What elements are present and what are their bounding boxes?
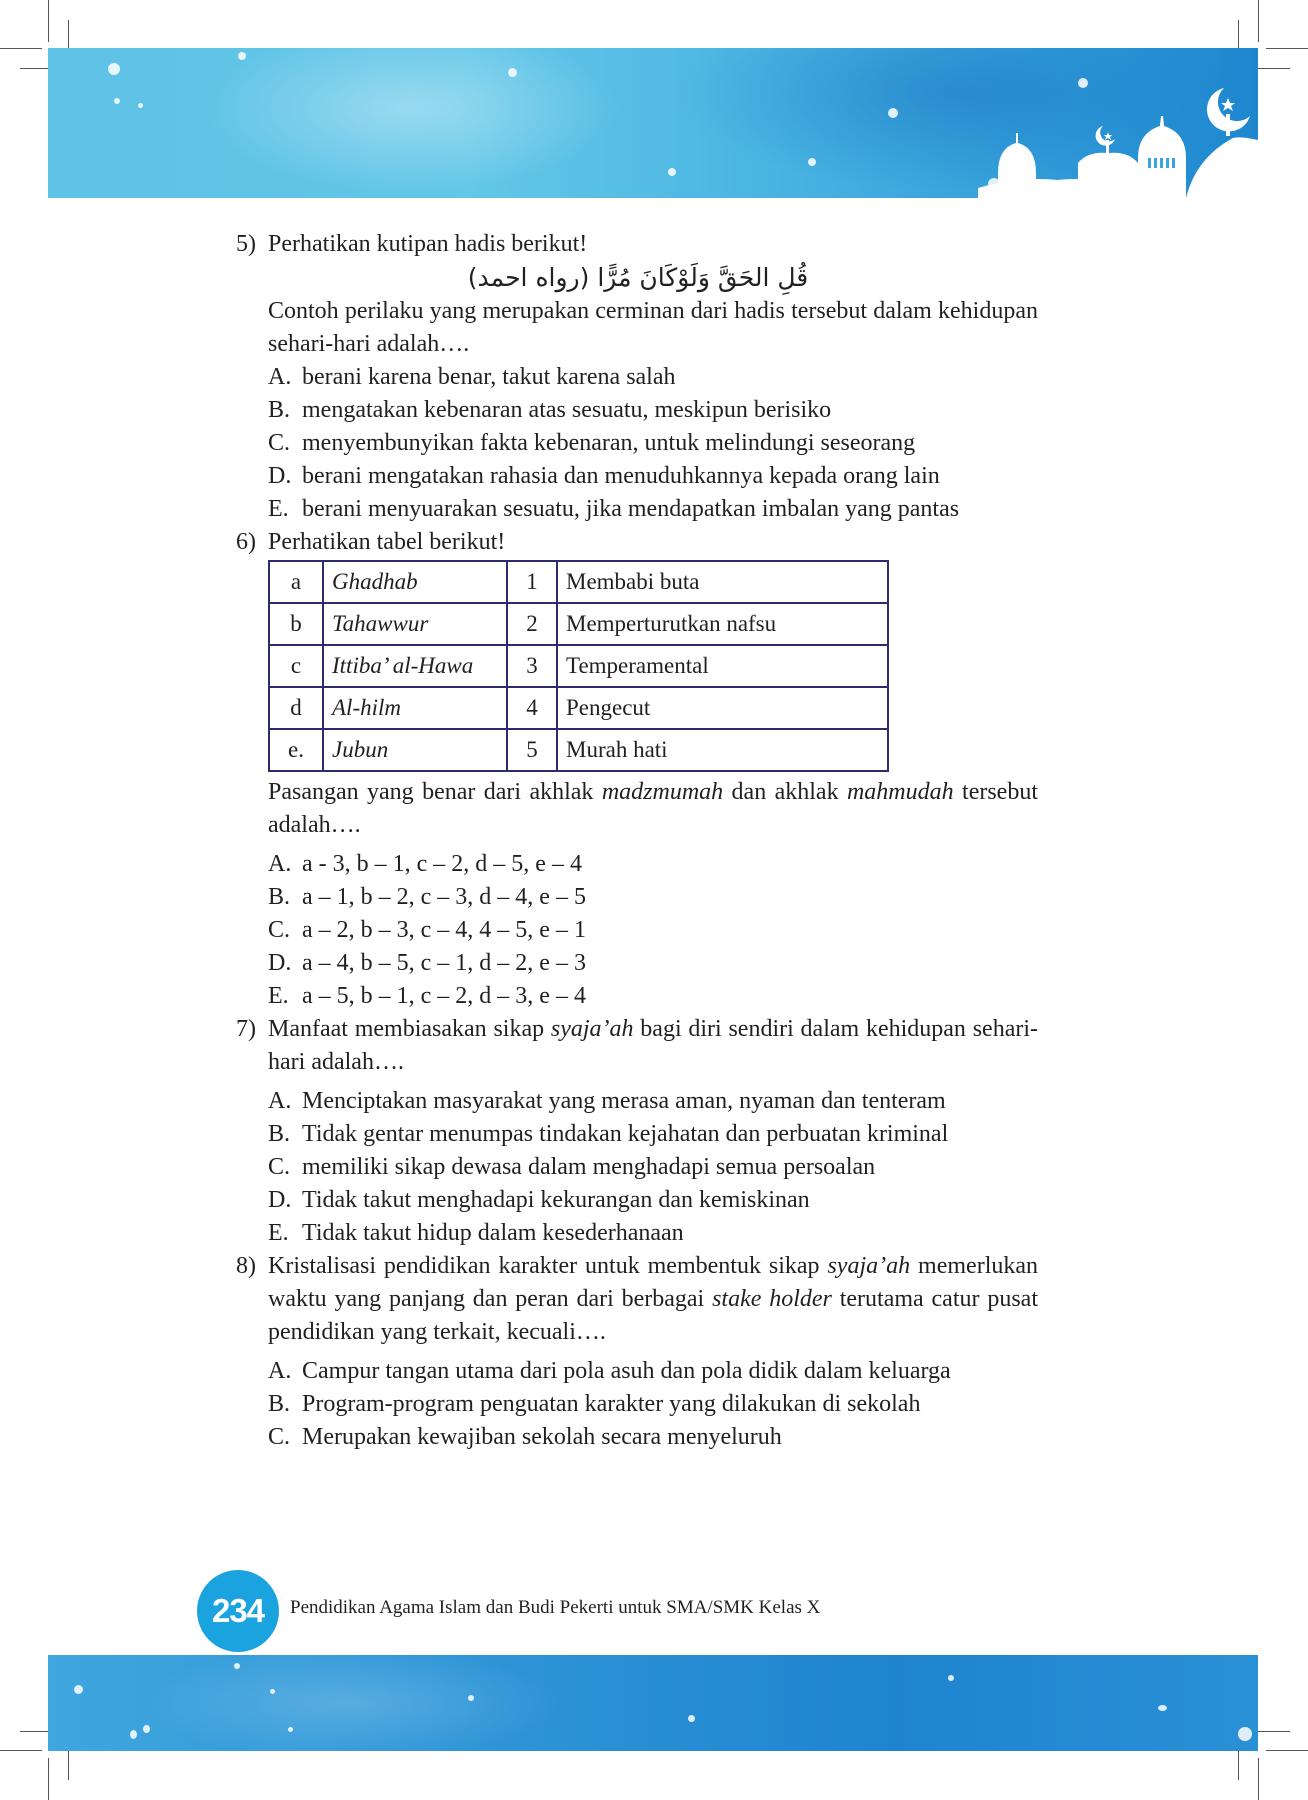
sparkle-decoration (74, 1685, 83, 1694)
question-number: 6) (236, 529, 256, 555)
answer-option[interactable]: A. Campur tangan utama dari pola asuh dan pola didik dalam keluarga (268, 1358, 951, 1384)
table-row: a Ghadhab 1 Membabi buta (269, 561, 888, 603)
sparkle-decoration (143, 1725, 150, 1733)
answer-option[interactable]: C. a – 2, b – 3, c – 4, 4 – 5, e – 1 (268, 917, 586, 943)
sparkle-decoration (688, 1715, 695, 1722)
matching-table (268, 560, 889, 772)
crop-mark (1258, 1758, 1259, 1800)
answer-option[interactable]: B. mengatakan kebenaran atas sesuatu, meskipun berisiko (268, 397, 832, 423)
sparkle-decoration (108, 63, 120, 75)
answer-options (268, 848, 1038, 1013)
answer-option[interactable]: C. memiliki sikap dewasa dalam menghadapi semua persoalan (268, 1154, 876, 1180)
question-number: 5) (236, 231, 256, 257)
sparkle-decoration (114, 98, 120, 104)
sparkle-decoration (888, 108, 898, 118)
answer-option[interactable]: B. a – 1, b – 2, c – 3, d – 4, e – 5 (268, 884, 586, 910)
answer-option[interactable]: E. berani menyuarakan sesuatu, jika mendapatkan imbalan yang pantas (268, 496, 960, 522)
answer-option[interactable]: B. Program-program penguatan karakter yang dilakukan di sekolah (268, 1391, 921, 1417)
answer-option[interactable]: A. berani karena benar, takut karena salah (268, 364, 676, 390)
question-stem: Contoh perilaku yang merupakan cerminan dari hadis tersebut dalam kehidupan sehari-hari adalah…. (268, 298, 1038, 357)
crop-mark (1266, 1750, 1308, 1751)
crop-mark (48, 0, 49, 42)
table-row: d Al-hilm 4 Pengecut (269, 687, 888, 729)
question-8 (236, 1250, 1038, 1454)
sparkle-decoration (1158, 1705, 1167, 1711)
crop-mark (1266, 48, 1308, 49)
sparkle-decoration (270, 1689, 275, 1694)
table-row: c Ittiba’ al-Hawa 3 Temperamental (269, 645, 888, 687)
answer-option[interactable]: B. Tidak gentar menumpas tindakan kejahatan dan perbuatan kriminal (268, 1121, 949, 1147)
question-number: 7) (236, 1016, 256, 1042)
crop-mark (0, 1750, 42, 1751)
question-stem: Pasangan yang benar dari akhlak madzmumah dan akhlak mahmudah tersebut adalah…. (268, 779, 1039, 838)
crop-mark (1256, 1731, 1290, 1732)
sparkle-decoration (288, 1727, 293, 1732)
sparkle-decoration (234, 1663, 240, 1669)
crop-mark (68, 1746, 69, 1780)
sparkle-decoration (238, 52, 246, 60)
sparkle-decoration (508, 68, 517, 77)
question-number: 8) (236, 1253, 256, 1279)
book-title: Pendidikan Agama Islam dan Budi Pekerti untuk SMA/SMK Kelas X (290, 1597, 821, 1618)
crop-mark (48, 1758, 49, 1800)
sparkle-decoration (138, 103, 143, 108)
question-stem: Kristalisasi pendidikan karakter untuk membentuk sikap syaja’ah memerlukan waktu yang panjang dan peran dari berbagai stake holder terutama catur pusat pendidikan yang terkait, kecuali…. (268, 1253, 1039, 1345)
page-number-badge: 234 (197, 1570, 279, 1652)
question-stem: Manfaat membiasakan sikap syaja’ah bagi diri sendiri dalam kehidupan sehari-hari adalah…. (268, 1016, 1038, 1075)
answer-option[interactable]: D. Tidak takut menghadapi kekurangan dan kemiskinan (268, 1187, 810, 1213)
crop-mark (1258, 0, 1259, 42)
header-banner (48, 48, 1258, 198)
crop-mark (0, 48, 42, 49)
answer-option[interactable]: D. berani mengatakan rahasia dan menuduhkannya kepada orang lain (268, 463, 940, 489)
answer-options (268, 1085, 1038, 1250)
sparkle-decoration (668, 168, 676, 176)
answer-option[interactable]: E. a – 5, b – 1, c – 2, d – 3, e – 4 (268, 983, 586, 1009)
answer-options (268, 361, 1038, 526)
crop-mark (1256, 68, 1290, 69)
sparkle-decoration (948, 1675, 954, 1681)
sparkle-decoration (468, 1695, 474, 1701)
question-prompt: Perhatikan tabel berikut! (268, 529, 506, 555)
hadith-quote: قُلِ الحَقَّ وَلَوْكَانَ مُرًّا (رواه احمد) (467, 263, 809, 292)
mosque-silhouette-icon (978, 48, 1258, 198)
answer-option[interactable]: C. menyembunyikan fakta kebenaran, untuk melindungi seseorang (268, 430, 916, 456)
answer-option[interactable]: A. Menciptakan masyarakat yang merasa aman, nyaman dan tenteram (268, 1088, 946, 1114)
sparkle-decoration (1238, 1727, 1252, 1741)
table-row: b Tahawwur 2 Memperturutkan nafsu (269, 603, 888, 645)
crop-mark (1238, 1746, 1239, 1780)
answer-option[interactable]: D. a – 4, b – 5, c – 1, d – 2, e – 3 (268, 950, 586, 976)
question-6 (236, 526, 1038, 1013)
question-5 (236, 228, 1038, 526)
answer-option[interactable]: A. a - 3, b – 1, c – 2, d – 5, e – 4 (268, 851, 582, 877)
question-7 (236, 1013, 1038, 1250)
answer-option[interactable]: E. Tidak takut hidup dalam kesederhanaan (268, 1220, 684, 1246)
sparkle-decoration (130, 1730, 137, 1739)
sparkle-decoration (808, 158, 816, 166)
table-row: e. Jubun 5 Murah hati (269, 729, 888, 771)
answer-option[interactable]: C. Merupakan kewajiban sekolah secara menyeluruh (268, 1424, 782, 1450)
question-prompt: Perhatikan kutipan hadis berikut! (268, 231, 588, 257)
answer-options (268, 1355, 1038, 1454)
question-list (236, 228, 1038, 1454)
footer-banner (48, 1655, 1258, 1751)
